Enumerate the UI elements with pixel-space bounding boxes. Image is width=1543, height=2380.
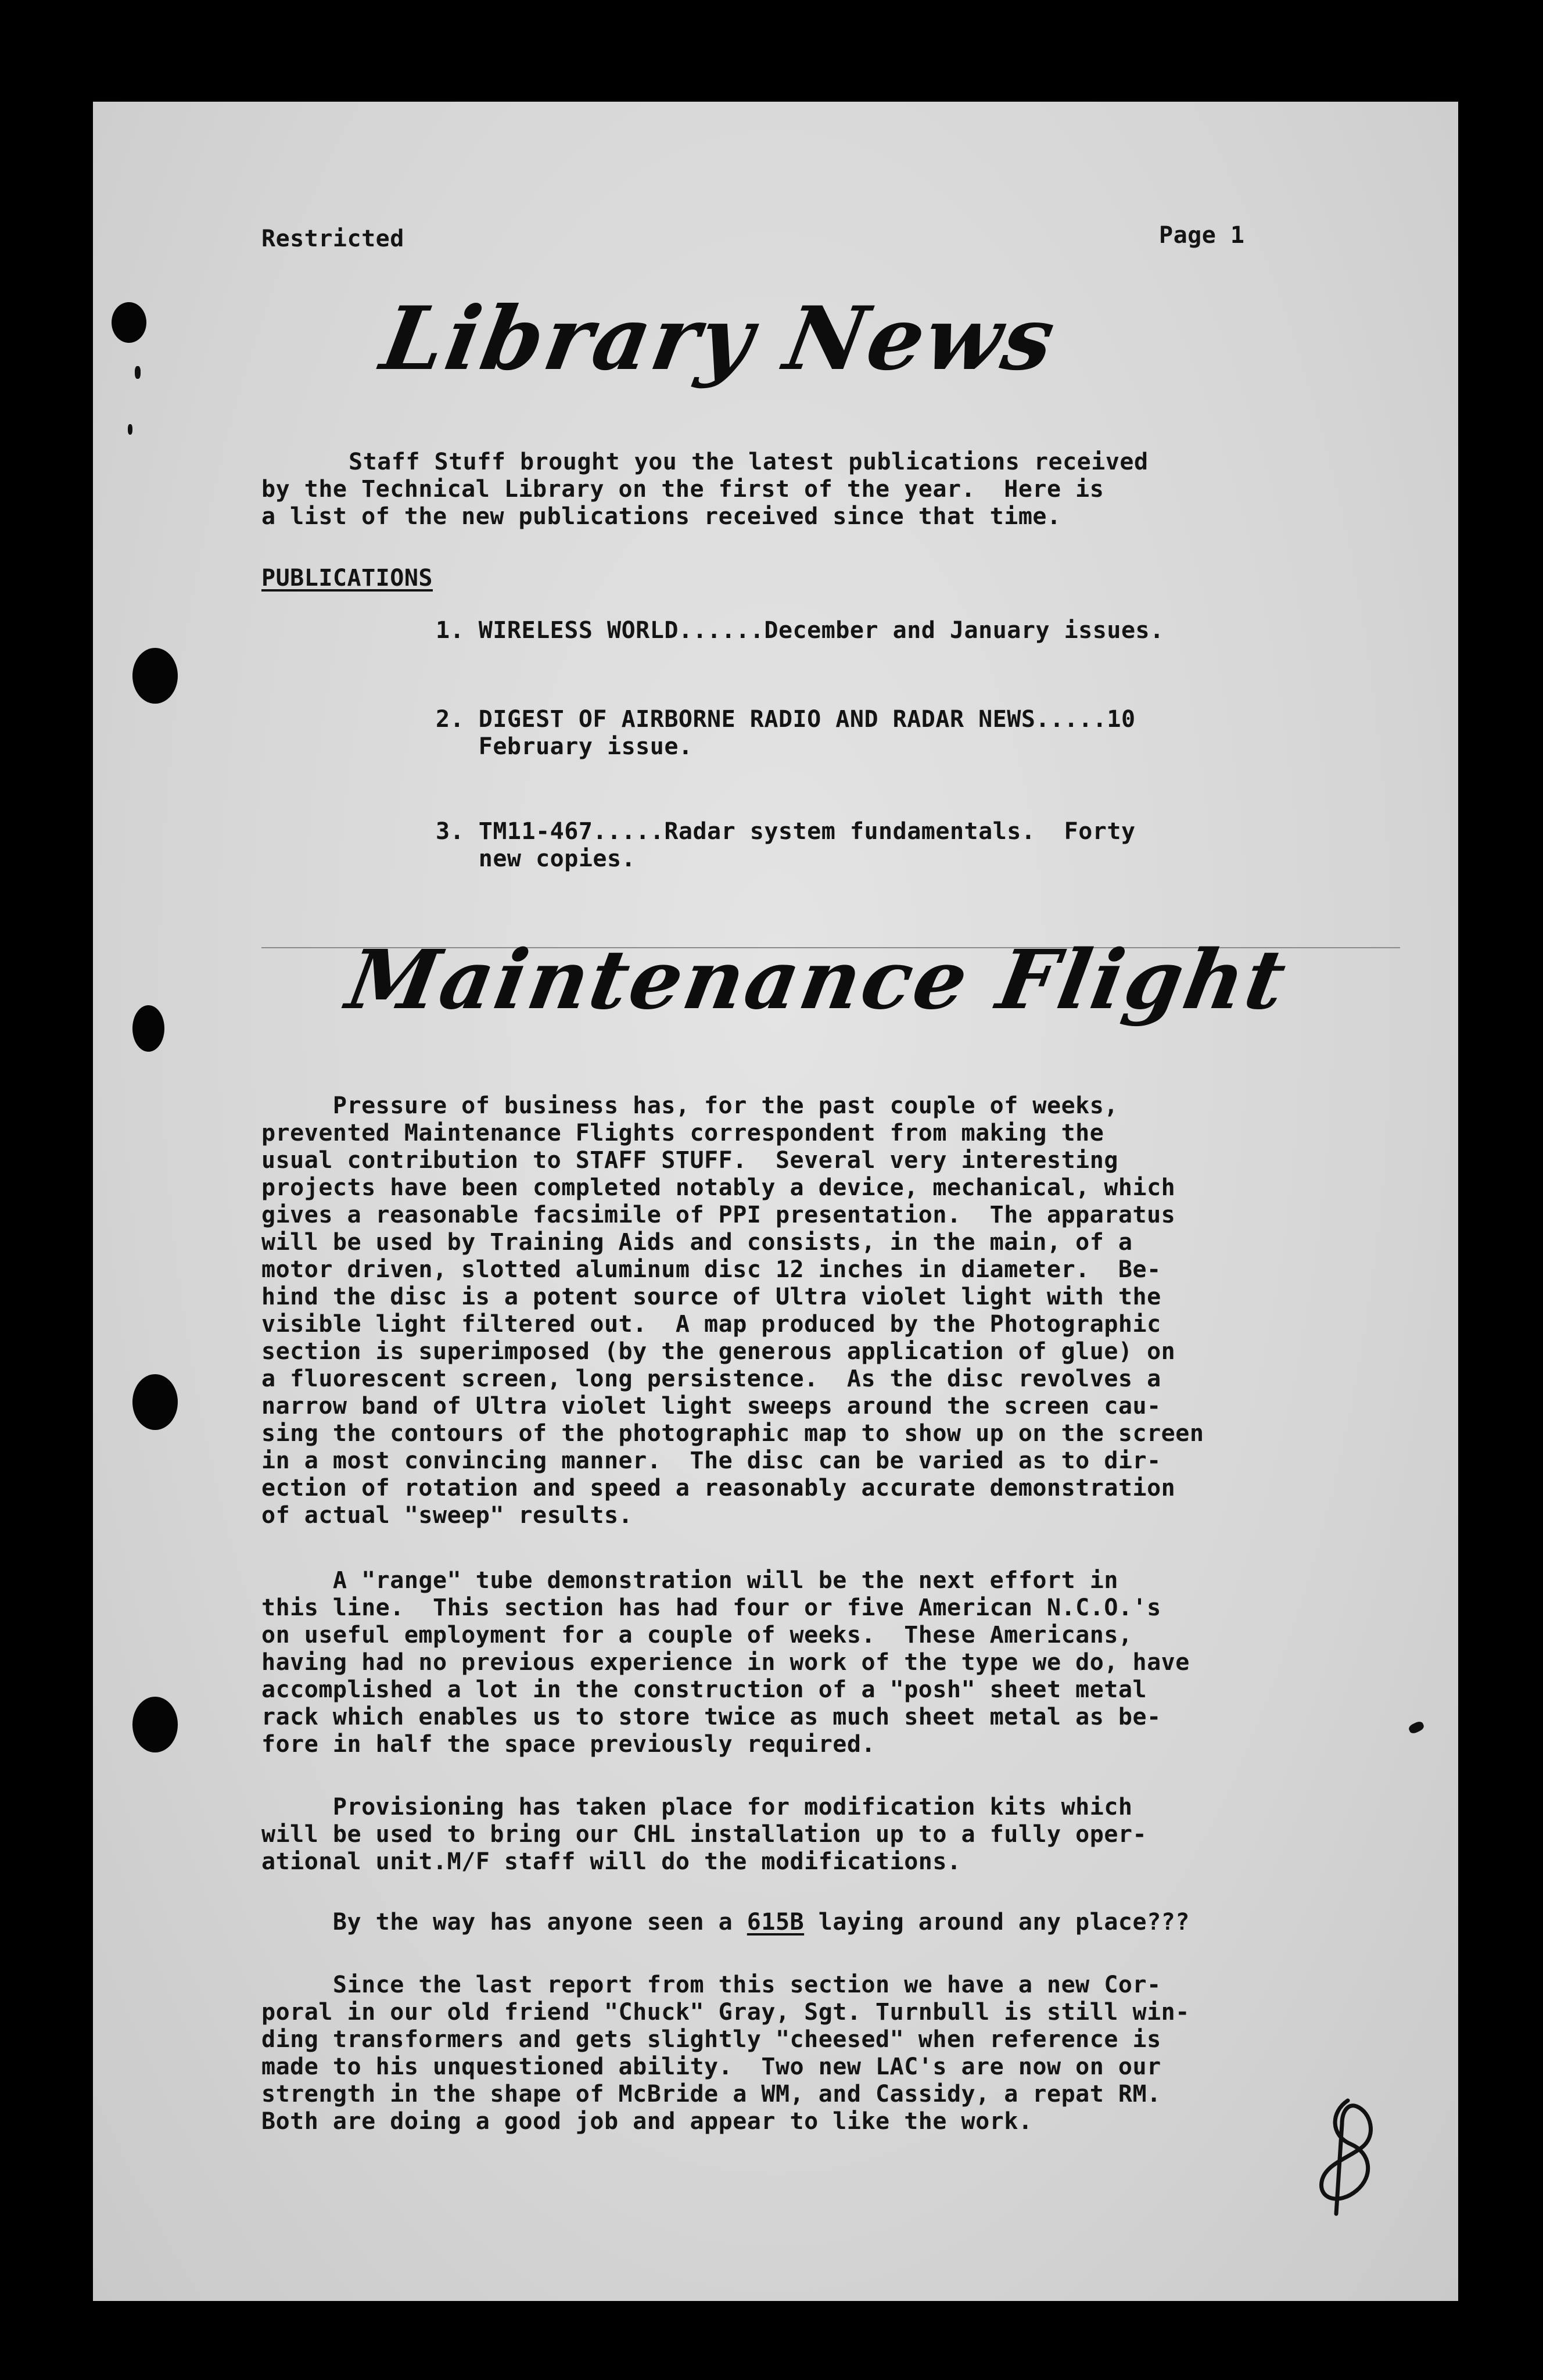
text-line: Provisioning has taken place for modification kits which (261, 1794, 1133, 1820)
binder-hole-top (112, 302, 146, 343)
text-line: fore in half the space previously required. (261, 1731, 876, 1758)
publication-item-1: 1. WIRELESS WORLD......December and January issues. (436, 617, 1164, 644)
text-line: made to his unquestioned ability. Two new LAC's are now on our (261, 2053, 1161, 2080)
text-line: usual contribution to STAFF STUFF. Several very interesting (261, 1147, 1118, 1174)
maintenance-paragraph-4 (261, 1909, 1190, 1936)
text-line: gives a reasonable facsimile of PPI presentation. The apparatus (261, 1202, 1176, 1228)
part-number: 615B (747, 1909, 805, 1935)
publication-item-2: 2. DIGEST OF AIRBORNE RADIO AND RADAR NEWS.....10 (436, 706, 1136, 733)
text-line: visible light filtered out. A map produced by the Photographic (261, 1311, 1161, 1338)
text-line: a fluorescent screen, long persistence. As the disc revolves a (261, 1365, 1161, 1392)
text-line: on useful employment for a couple of weeks. These Americans, (261, 1622, 1133, 1648)
classification-label: Restricted (261, 225, 404, 252)
text-line: projects have been completed notably a device, mechanical, which (261, 1174, 1176, 1201)
page-number: Page 1 (1159, 222, 1245, 249)
binder-hole-lower (132, 1374, 178, 1430)
ink-smudge (128, 424, 132, 435)
ink-smudge (1408, 1720, 1425, 1734)
text-line: section is superimposed (by the generous application of glue) on (261, 1338, 1176, 1365)
text-line: A "range" tube demonstration will be the next effort in (261, 1567, 1118, 1594)
binder-hole-upper (132, 648, 178, 704)
text-line: Both are doing a good job and appear to like the work. (261, 2108, 1033, 2135)
text-line: narrow band of Ultra violet light sweeps around the screen cau- (261, 1393, 1161, 1420)
text-line: having had no previous experience in work of the type we do, have (261, 1649, 1190, 1676)
text-line: Since the last report from this section we have a new Cor- (261, 1972, 1161, 1998)
text-line: hind the disc is a potent source of Ultra violet light with the (261, 1284, 1161, 1310)
text-line: accomplished a lot in the construction of a "posh" sheet metal (261, 1676, 1147, 1703)
intro-line: by the Technical Library on the first of the year. Here is (261, 476, 1104, 503)
intro-line: a list of the new publications received since that time. (261, 503, 1061, 530)
text-line: motor driven, slotted aluminum disc 12 inches in diameter. Be- (261, 1256, 1161, 1283)
binder-hole-bottom (132, 1697, 178, 1752)
ink-smudge (135, 366, 141, 379)
text-line: sing the contours of the photographic map to show up on the screen (261, 1420, 1204, 1447)
maintenance-flight-title: Maintenance Flight (340, 933, 1295, 1028)
publication-item-2-continued: February issue. (436, 733, 693, 760)
text-line: strength in the shape of McBride a WM, and Cassidy, a repat RM. (261, 2081, 1161, 2107)
text-line: will be used to bring our CHL installation up to a fully oper- (261, 1821, 1147, 1848)
publications-heading: PUBLICATIONS (261, 565, 433, 592)
text-line: will be used by Training Aids and consists, in the main, of a (261, 1229, 1133, 1256)
text-line: in a most convincing manner. The disc can be varied as to dir- (261, 1447, 1161, 1474)
publication-item-3: 3. TM11-467.....Radar system fundamentals. Forty (436, 818, 1136, 845)
text-line: ection of rotation and speed a reasonably accurate demonstration (261, 1475, 1176, 1501)
handwritten-initial-mark (1307, 2089, 1388, 2223)
text-line: ational unit.M/F staff will do the modifications. (261, 1848, 961, 1875)
intro-line: Staff Stuff brought you the latest publications received (349, 449, 1149, 475)
text-line: ding transformers and gets slightly "cheesed" when reference is (261, 2026, 1161, 2053)
text-segment: laying around any place??? (804, 1909, 1190, 1935)
text-line: poral in our old friend "Chuck" Gray, Sgt. Turnbull is still win- (261, 1999, 1190, 2026)
document-page (93, 102, 1458, 2301)
binder-hole-middle (132, 1005, 164, 1052)
text-segment: By the way has anyone seen a (261, 1909, 747, 1935)
library-news-title: Library News (374, 288, 1064, 390)
text-line: of actual "sweep" results. (261, 1502, 633, 1529)
publication-item-3-continued: new copies. (436, 845, 636, 872)
text-line: Pressure of business has, for the past couple of weeks, (261, 1092, 1118, 1119)
text-line: rack which enables us to store twice as much sheet metal as be- (261, 1704, 1161, 1730)
text-line: this line. This section has had four or five American N.C.O.'s (261, 1594, 1161, 1621)
text-line: prevented Maintenance Flights correspondent from making the (261, 1120, 1104, 1146)
